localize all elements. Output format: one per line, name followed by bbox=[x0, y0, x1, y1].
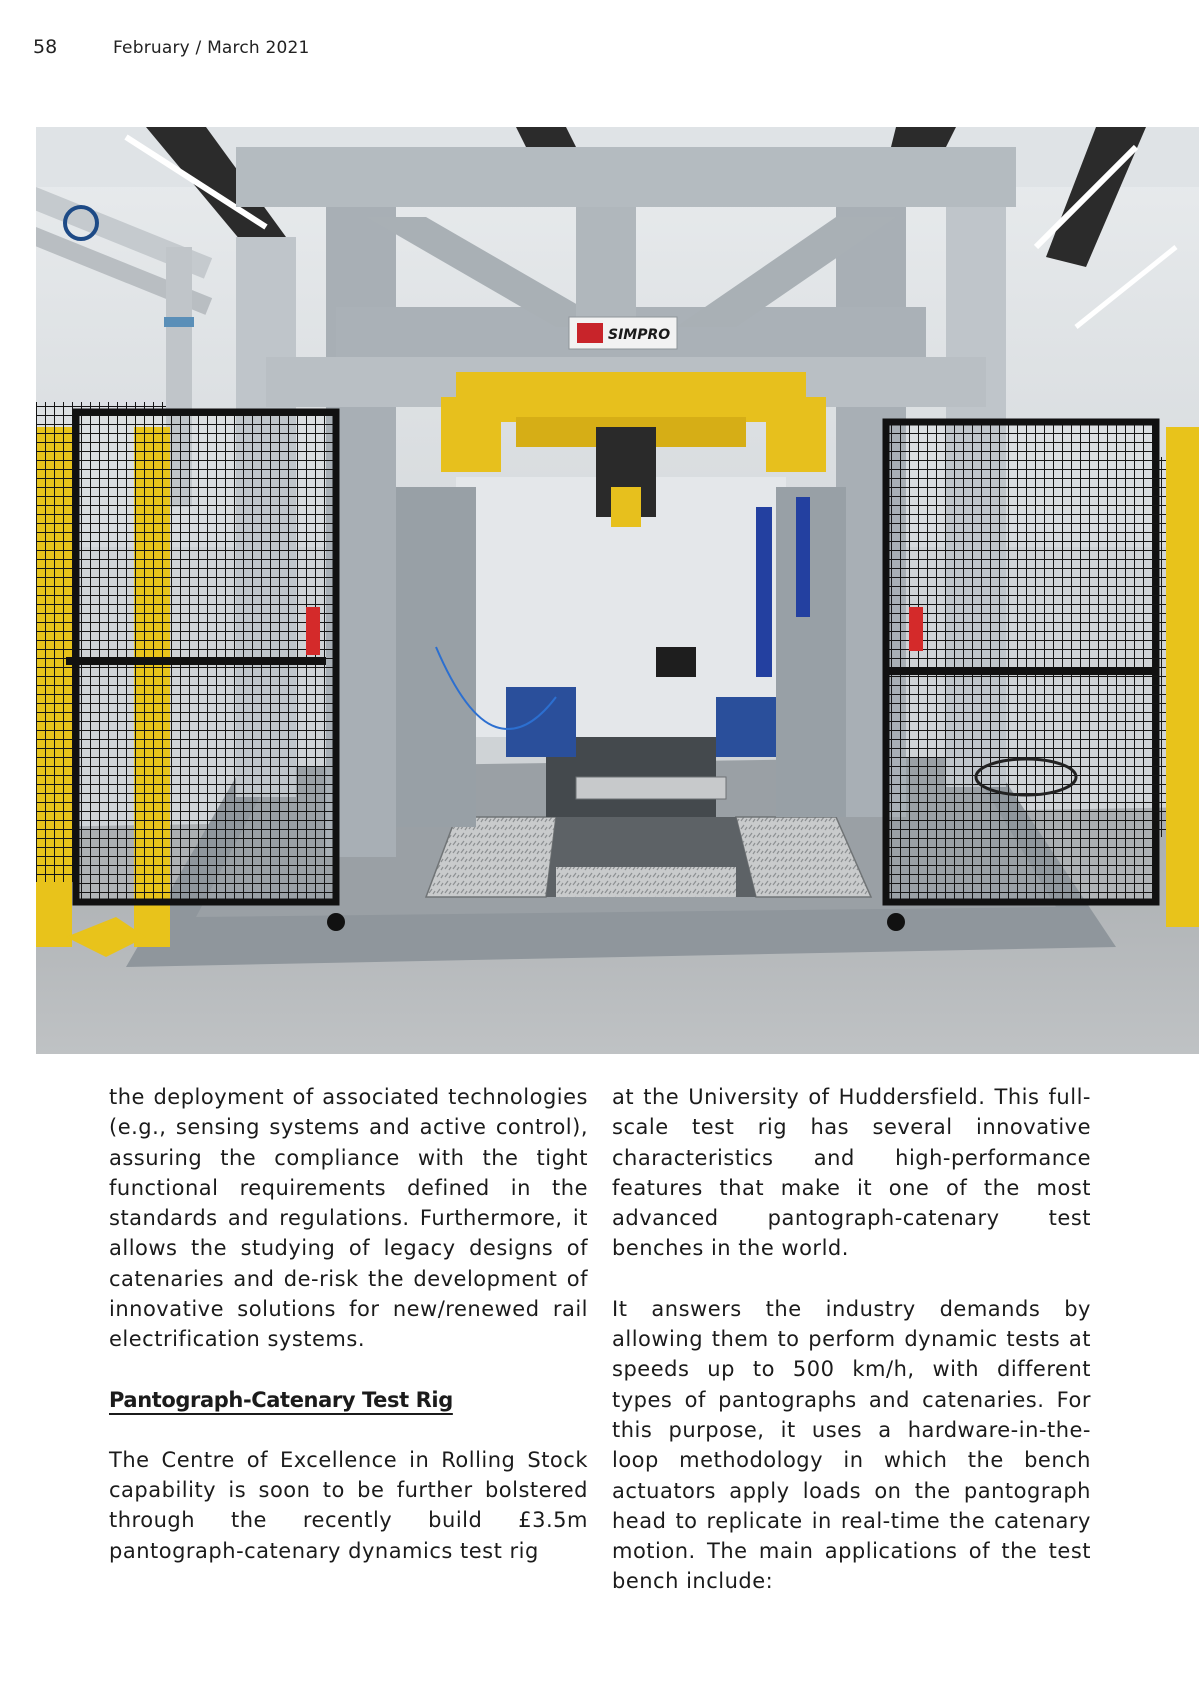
page-number: 58 bbox=[33, 36, 58, 58]
issue-date: February / March 2021 bbox=[113, 38, 310, 58]
left-paragraph-1: the deployment of associated technologies (e.g., sensing systems and active control), assuring the compliance with the tight functional requirements defined in the standards and regulations. Furthermore, it allows the studying of legacy designs of catenaries and de-risk the development of innovative solutions for new/renewed rail electrification systems. bbox=[109, 1085, 588, 1352]
right-column bbox=[612, 1082, 1091, 1597]
right-paragraph-2: It answers the industry demands by allowing them to perform dynamic tests at speeds up to 500 km/h, with different types of pantographs and catenaries. For this purpose, it uses a hardware-in-the-loop methodology in which the bench actuators apply loads on the pantograph head to replicate in real-time the catenary motion. The main applications of the test bench include: bbox=[612, 1296, 1091, 1594]
left-column bbox=[109, 1082, 588, 1566]
section-heading: Pantograph-Catenary Test Rig bbox=[109, 1387, 453, 1412]
left-paragraph-2: The Centre of Excellence in Rolling Stock capability is soon to be further bolstered through the recently build £3.5m pantograph-catenary dynamics test rig bbox=[109, 1447, 588, 1563]
test-rig-photo bbox=[36, 127, 1199, 1054]
right-paragraph-1: at the University of Huddersfield. This full-scale test rig has several innovative characteristics and high-performance features that make it one of the most advanced pantograph-catenary test benches in the world. bbox=[612, 1085, 1091, 1261]
simpro-sign: SIMPRO bbox=[608, 327, 671, 343]
